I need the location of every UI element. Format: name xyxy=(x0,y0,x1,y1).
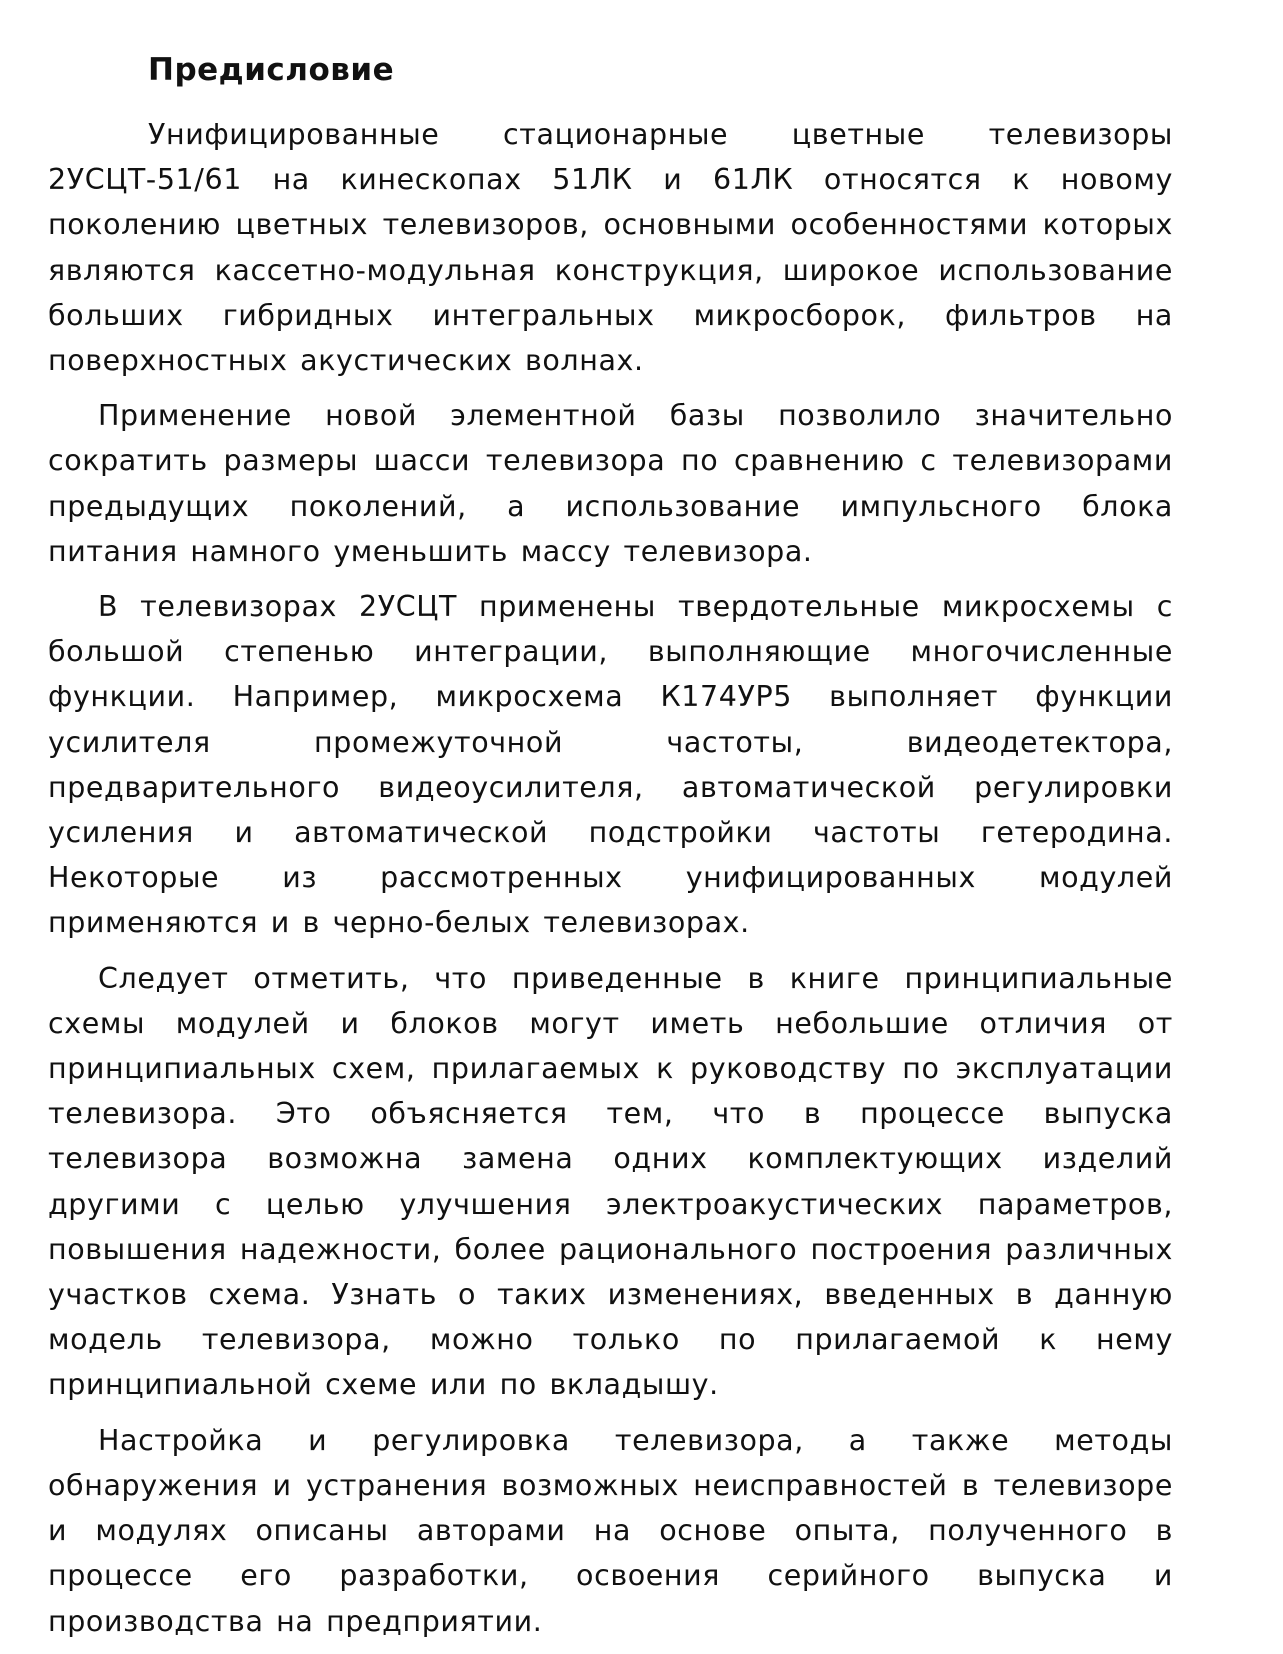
paragraph-2: Применение новой элементной базы позволило значительно сократить размеры шасси телевизора по сравнению с телевизорами предыдущих поколений, а использование импульсного блока питания намного уменьшить массу телевизора. xyxy=(48,399,1173,568)
paragraph-1: Унифицированные стационарные цветные телевизоры 2УСЦТ-51/61 на кинескопах 51ЛК и 61ЛК относятся к новому поколению цветных телевизоров, основными особенностями которых являются кассетно-модульная конструкция, широкое использование больших гибридных интегральных микросборок, фильтров на поверхностных акустических волнах. xyxy=(48,118,1173,378)
document-page xyxy=(48,50,1173,1654)
page-title: Предисловие xyxy=(148,52,395,88)
paragraph-4: Следует отметить, что приведенные в книге принципиальные схемы модулей и блоков могут иметь небольшие отличия от принципиальных схем, прилагаемых к руководству по эксплуатации телевизора. Это объясняется тем, что в процессе выпуска телевизора возможна замена одних комплектующих изделий другими с целью улучшения электроакустических параметров, повышения надежности, более рационального построения различных участков схема. Узнать о таких изменениях, введенных в данную модель телевизора, можно только по прилагаемой к нему принципиальной схеме или по вкладышу. xyxy=(48,961,1173,1402)
paragraph-3: В телевизорах 2УСЦТ применены твердотельные микросхемы с большой степенью интеграции, выполняющие многочисленные функции. Например, микросхема К174УР5 выполняет функции усилителя промежуточной частоты, видеодетектора, предварительного видеоусилителя, автоматической регулировки усиления и автоматической подстройки частоты гетеродина. Некоторые из рассмотренных унифицированных модулей применяются и в черно-белых телевизорах. xyxy=(48,590,1173,940)
paragraph-5: Настройка и регулировка телевизора, а также методы обнаружения и устранения возможных неисправностей в телевизоре и модулях описаны авторами на основе опыта, полученного в процессе его разработки, освоения серийного выпуска и производства на предприятии. xyxy=(48,1423,1173,1638)
